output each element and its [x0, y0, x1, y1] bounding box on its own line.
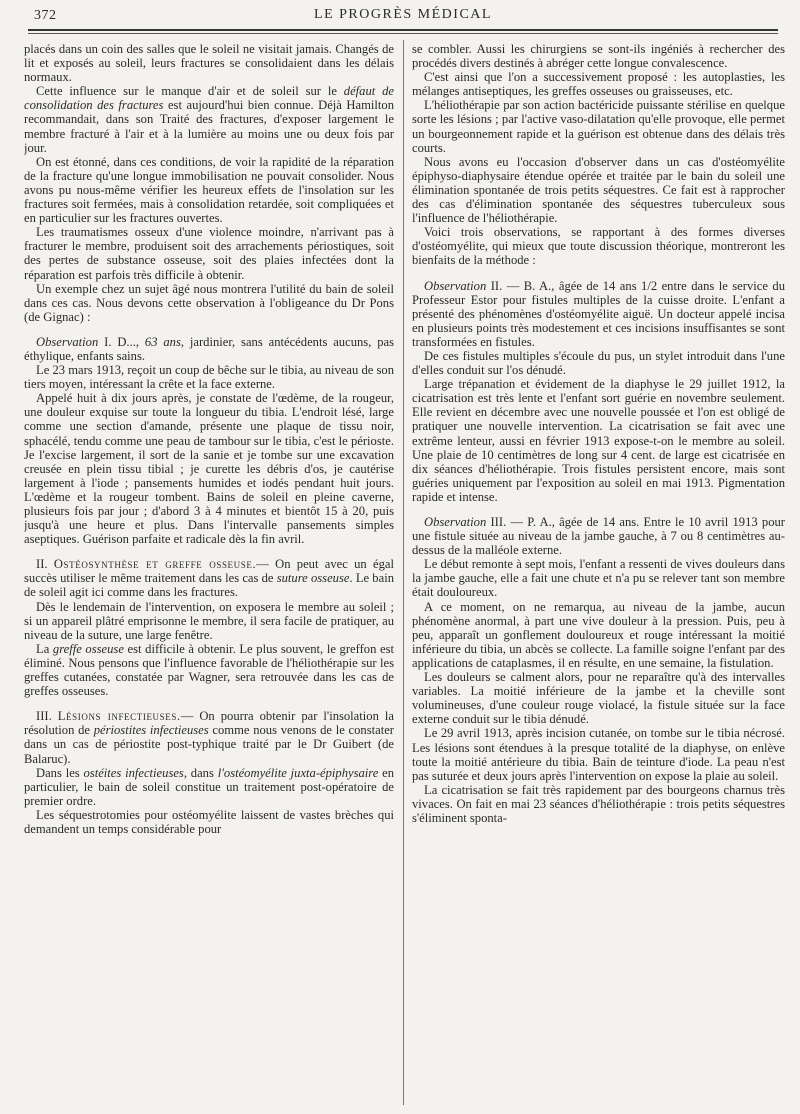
italic-text: défaut de consolidation des fractures — [24, 84, 394, 113]
text-run: , jardinier, sans antécédents aucuns, pas éthylique, enfants sains. — [24, 334, 394, 363]
paragraph — [412, 279, 785, 349]
paragraph: placés dans un coin des salles que le soleil ne visitait jamais. Changés de lit et exposés au soleil, leurs fractures se consolidaient dans les délais normaux. — [24, 42, 394, 85]
text-run: III. — [36, 709, 58, 724]
italic-text: suture osseuse — [276, 571, 350, 586]
left-column — [24, 42, 394, 1104]
text-run: . Le bain de soleil agit ici comme dans les fractures. — [24, 571, 394, 600]
text-run: Dans les — [36, 765, 84, 780]
paragraph: Les séquestrotomies pour ostéomyélite laissent de vastes brèches qui demandent un temps considérable pour — [24, 807, 394, 836]
paragraph — [412, 515, 785, 557]
page-number: 372 — [34, 8, 57, 23]
text-run: I. D..., — [98, 334, 145, 349]
italic-text: Observation — [36, 334, 99, 349]
italic-text: Observation — [424, 278, 487, 293]
text-run: en particulier, le bain de soleil constitue un traitement post-opératoire de premier ordre. — [24, 765, 394, 808]
text-run: La — [36, 641, 53, 656]
italic-text: greffe osseuse — [52, 641, 124, 656]
paragraph: L'héliothérapie par son action bactéricide puissante stérilise en quelque sorte les lésions ; par l'active vaso-dilatation qu'elle provoque, elle permet un bourgeonnement rapide et la guérison est obtenue dans des délais très courts. — [412, 98, 785, 155]
text-run: — On pourra obtenir par l'insolation la résolution de — [24, 709, 394, 738]
text-run: II. — [36, 557, 54, 572]
text-run: comme nous venons de le constater dans un cas de périostite post-typhique traité par le Dr Guibert (de Balaruc). — [24, 723, 394, 766]
italic-text: Observation — [424, 515, 487, 529]
paragraph: A ce moment, on ne remarqua, au niveau de la jambe, aucun phénomène anormal, à part une vive douleur à la pression. Puis, peu à peu, apparaît un gonflement douloureux et rouge intéressant la moitié inférieure du tibia, un abcès se collecte. La famille soigne l'enfant par des applications de cataplasmes, il en résulte, en une semaine, la fistulation. — [412, 599, 785, 670]
paragraph: se combler. Aussi les chirurgiens se sont-ils ingéniés à rechercher des procédés divers destinés à abréger cette longue convalescence. — [412, 42, 785, 71]
paragraph: Le 29 avril 1913, après incision cutanée, on tombe sur le tibia nécrosé. Les lésions sont étendues à la presque totalité de la diaphyse, on enlève toute la moitié antérieure du tibia. Bain de teinture d'iode. La peau n'est pas suturée et deux jours après l'intervention on expose la plaie au soleil. — [412, 726, 785, 783]
paragraph — [24, 766, 394, 808]
text-run: — On peut avec un égal succès utiliser le même traitement dans les cas de — [24, 557, 394, 586]
paragraph: Voici trois observations, se rapportant à des formes diverses d'ostéomyélite, qui mieux que toute discussion théorique, montreront les bienfaits de la méthode : — [412, 225, 785, 268]
running-title: LE PROGRÈS MÉDICAL — [314, 7, 492, 22]
text-run: est difficile à obtenir. Le plus souvent, le greffon est éliminé. Nous pensons que l'influence favorable de l'héliothérapie sur les greffes cutanées, constatée par Wagner, sera retrouvée dans les cas de greffes osseuses. — [24, 641, 394, 699]
section-heading: Lésions infectieuses. — [57, 709, 181, 724]
paragraph: Les traumatismes osseux d'une violence moindre, n'arrivant pas à fracturer le membre, produisent soit des arrachements périostiques, soit des pertes de substance osseuse, soit des plaies infectées dont la réparation est parfois très difficile à obtenir. — [24, 225, 394, 282]
paragraph: Appelé huit à dix jours après, je constate de l'œdème, de la rougeur, une douleur exquise sur toute la longueur du tibia. L'endroit lésé, large comme une section d'amande, présente une plaque de tissu noir, sphacélé, tendu comme une peau de tambour sur le tibia, c'est le périoste. Je l'excise largement, il sort de la sanie et je tombe sur une excavation creusée en plein tissu tibial ; je curette les débris d'os, je cautérise largement à l'iode ; pansements humides et iodés pendant huit jours. L'œdème et la rougeur tombent. Bains de soleil en pleine caverne, plusieurs fois par jour ; d'abord 3 à 4 minutes et bientôt 15 à 20, puis jusqu'à une heure et plus. Dans l'intervalle pansements simples aseptiques. Guérison parfaite et radicale dès la fin avril. — [24, 391, 394, 547]
italic-text: 63 ans — [144, 334, 181, 349]
right-column — [412, 42, 785, 1104]
paragraph: Dès le lendemain de l'intervention, on exposera le membre au soleil ; si un appareil plâtré emprisonne le membre, il sera facile de pratiquer, au niveau de la suture, une large fenêtre. — [24, 599, 394, 642]
italic-text: périostites infectieuses — [93, 723, 209, 738]
paragraph: Le 23 mars 1913, reçoit un coup de bêche sur le tibia, au niveau de son tiers moyen, intéressant la crête et la face externe. — [24, 363, 394, 392]
paragraph: Le début remonte à sept mois, l'enfant a ressenti de vives douleurs dans la jambe gauche, elle a fait une chute et n'a pu se relever tant son membre était douloureux. — [412, 557, 785, 600]
column-divider — [403, 40, 404, 1105]
paragraph: On est étonné, dans ces conditions, de voir la rapidité de la réparation de la fracture qu'une longue immobilisation ne pouvait consolider. Nous avons pu nous-même vérifier les heureux effets de l'insolation sur les fractures soit fermées, mais à consolidation retardée, soit compliquées et en particulier sur les fractures ouvertes. — [24, 154, 394, 226]
paragraph: De ces fistules multiples s'écoule du pus, un stylet introduit dans l'une d'elles conduit sur l'os dénudé. — [412, 348, 785, 378]
text-run: , dans — [183, 765, 218, 780]
text-run: est aujourd'hui bien connue. Déjà Hamilton recommandait, dans son Traité des fractures, d'exposer largement le membre fracturé à l'air et à la lumière au moins une ou deux fois par jour. — [24, 98, 394, 155]
header-rule-thin — [28, 33, 778, 34]
paragraph: Nous avons eu l'occasion d'observer dans un cas d'ostéomyélite épiphyso-diaphysaire étendue opérée et traitée par le bain du soleil une élimination spontanée de trois petits séquestres. Ce fait est à rapprocher des cas d'élimination spontanée des séquestres tuberculeux sous l'influence de l'héliothérapie. — [412, 154, 785, 226]
section-heading: Ostéosynthèse et greffe osseuse. — [53, 557, 257, 572]
paragraph: La cicatrisation se fait très rapidement par des bourgeons charnus très vivaces. On fait en mai 23 séances d'héliothérapie : trois petits séquestres s'éliminent sponta- — [412, 782, 785, 825]
text-run: II. — B. A., âgée de 14 ans 1/2 entre dans le service du Professeur Estor pour fistules multiples de la cuisse droite. L'enfant a présenté des phénomènes d'ostéomyélite aiguë. Un docteur appelé incisa en plusieurs points très modestement et ces incisions insuffisantes se sont transformées en fistules. — [412, 278, 785, 349]
page-header — [28, 4, 778, 32]
paragraph — [24, 709, 394, 765]
paragraph — [24, 557, 394, 599]
text-run: III. — P. A., âgée de 14 ans. Entre le 10 avril 1913 pour une fistule située au niveau de la jambe gauche, à 7 ou 8 centimètres au-dessus de la malléole externe. — [412, 515, 785, 558]
paragraph: Large trépanation et évidement de la diaphyse le 29 juillet 1912, la cicatrisation est très lente et l'enfant sort guérie en novembre seulement. Elle revient en décembre avec une nouvelle poussée et l'on est obligé de pratiquer une nouvelle intervention. La cicatrisation se fait avec une extrême lenteur, aussi en février 1913 expose-t-on le membre au soleil. Une plaie de 10 centimètres de long sur 4 cent. de large est cicatrisée en dix séances d'héliothérapie. Trois fistules persistent encore, mais sont guéries uniquement par l'exposition au soleil en mai 1913. Pigmentation rapide et intense. — [412, 377, 785, 504]
italic-text: l'ostéomyélite juxta-épiphysaire — [217, 765, 379, 780]
text-run: Cette influence sur le manque d'air et de soleil sur le — [36, 84, 344, 99]
paragraph — [24, 642, 394, 698]
italic-text: ostéites infectieuses — [83, 765, 184, 780]
paragraph: Un exemple chez un sujet âgé nous montrera l'utilité du bain de soleil dans ces cas. Nous devons cette observation à l'obligeance du Dr Pons (de Gignac) : — [24, 281, 394, 324]
paragraph — [24, 84, 394, 154]
header-rule — [28, 29, 778, 31]
paragraph: C'est ainsi que l'on a successivement proposé : les autoplasties, les mélanges antiseptiques, les greffes osseuses ou graisseuses, etc. — [412, 70, 785, 99]
paragraph — [24, 335, 394, 363]
paragraph: Les douleurs se calment alors, pour ne reparaître qu'à des intervalles variables. La moitié inférieure de la jambe et la cheville sont volumineuses, d'une couleur rouge violacé, la fistule située sur la face externe conduit sur le tibia dénudé. — [412, 670, 785, 727]
